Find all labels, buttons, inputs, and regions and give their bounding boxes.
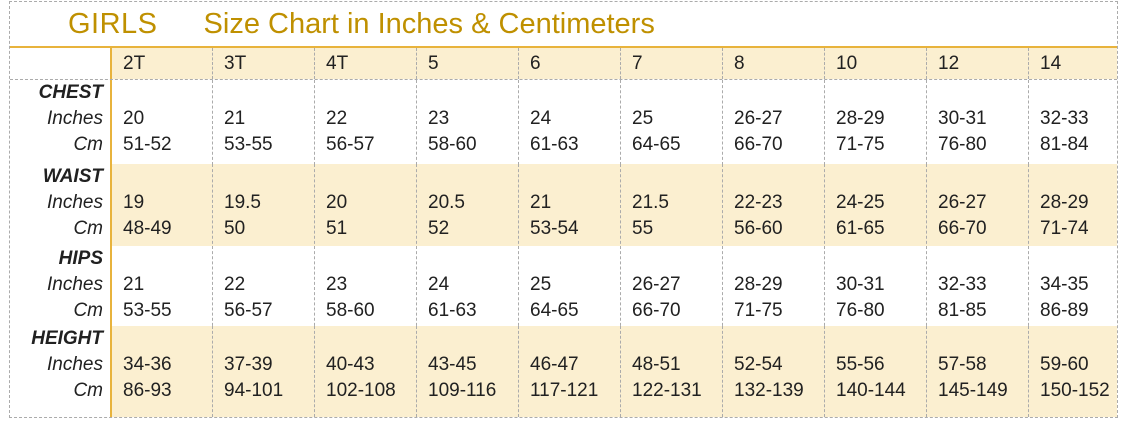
measurement-value-cell xyxy=(926,164,1028,249)
measurement-name: WAIST xyxy=(42,166,103,187)
measurement-value-cell xyxy=(416,246,518,331)
size-column-header: 5 xyxy=(416,48,518,79)
inches-value: 20 xyxy=(123,108,145,129)
measurement-value-cell xyxy=(1028,246,1117,331)
measurement-value-cell xyxy=(1028,80,1117,165)
inches-value: 34-35 xyxy=(1040,274,1089,295)
cm-unit-label: Cm xyxy=(73,218,103,239)
cm-value: 86-93 xyxy=(123,380,172,401)
inches-value: 24 xyxy=(428,274,450,295)
measurement-group-row xyxy=(10,246,1117,326)
cm-unit-label: Cm xyxy=(73,380,103,401)
cm-unit-label: Cm xyxy=(73,300,103,321)
inches-value: 30-31 xyxy=(938,108,987,129)
measurement-value-cell xyxy=(722,80,824,165)
cm-value: 81-84 xyxy=(1040,134,1089,155)
measurement-label-cell xyxy=(10,326,110,417)
cm-value: 117-121 xyxy=(530,380,599,401)
measurement-group-row xyxy=(10,164,1117,246)
measurement-value-cell xyxy=(212,326,314,417)
inches-value: 20 xyxy=(326,192,348,213)
measurement-value-cell xyxy=(110,80,212,165)
cm-value: 56-57 xyxy=(224,300,273,321)
inches-value: 26-27 xyxy=(734,108,783,129)
measurement-value-cell xyxy=(620,326,722,417)
measurement-label-cell xyxy=(10,246,110,331)
size-column-header: 2T xyxy=(110,48,212,79)
inches-value: 37-39 xyxy=(224,354,273,375)
measurement-value-cell xyxy=(824,326,926,417)
cm-value: 48-49 xyxy=(123,218,172,239)
inches-value: 28-29 xyxy=(1040,192,1089,213)
cm-value: 61-63 xyxy=(428,300,477,321)
cm-value: 66-70 xyxy=(734,134,783,155)
inches-value: 28-29 xyxy=(734,274,783,295)
cm-value: 58-60 xyxy=(326,300,375,321)
size-chart-table xyxy=(9,1,1118,418)
inches-value: 57-58 xyxy=(938,354,987,375)
size-column-header: 10 xyxy=(824,48,926,79)
measurement-value-cell xyxy=(416,164,518,249)
category-title: GIRLS xyxy=(68,7,158,40)
size-header-row xyxy=(10,48,1117,80)
cm-value: 94-101 xyxy=(224,380,284,401)
measurement-value-cell xyxy=(110,164,212,249)
cm-value: 102-108 xyxy=(326,380,396,401)
cm-value: 61-63 xyxy=(530,134,579,155)
page-title: Size Chart in Inches & Centimeters xyxy=(203,7,655,40)
measurement-value-cell xyxy=(518,326,620,417)
cm-value: 64-65 xyxy=(632,134,681,155)
inches-value: 55-56 xyxy=(836,354,885,375)
cm-value: 140-144 xyxy=(836,380,906,401)
inches-value: 21 xyxy=(224,108,246,129)
cm-value: 51-52 xyxy=(123,134,172,155)
measurement-value-cell xyxy=(1028,326,1117,417)
inches-value: 28-29 xyxy=(836,108,885,129)
inches-value: 21.5 xyxy=(632,192,669,213)
measurement-value-cell xyxy=(314,246,416,331)
measurement-value-cell xyxy=(314,326,416,417)
cm-value: 71-75 xyxy=(836,134,885,155)
inches-value: 21 xyxy=(530,192,552,213)
inches-value: 19 xyxy=(123,192,145,213)
measurement-value-cell xyxy=(722,326,824,417)
inches-value: 48-51 xyxy=(632,354,681,375)
measurement-groups xyxy=(10,80,1117,417)
measurement-value-cell xyxy=(518,246,620,331)
measurement-value-cell xyxy=(926,80,1028,165)
cm-value: 58-60 xyxy=(428,134,477,155)
inches-unit-label: Inches xyxy=(47,274,103,295)
cm-value: 61-65 xyxy=(836,218,885,239)
inches-value: 32-33 xyxy=(938,274,987,295)
cm-value: 53-55 xyxy=(123,300,172,321)
inches-unit-label: Inches xyxy=(47,354,103,375)
cm-value: 76-80 xyxy=(836,300,885,321)
cm-unit-label: Cm xyxy=(73,134,103,155)
inches-value: 21 xyxy=(123,274,145,295)
cm-value: 51 xyxy=(326,218,348,239)
cm-value: 53-55 xyxy=(224,134,273,155)
inches-unit-label: Inches xyxy=(47,108,103,129)
cm-value: 86-89 xyxy=(1040,300,1089,321)
measurement-label-cell xyxy=(10,80,110,165)
inches-value: 34-36 xyxy=(123,354,172,375)
inches-value: 25 xyxy=(632,108,654,129)
measurement-value-cell xyxy=(1028,164,1117,249)
inches-value: 32-33 xyxy=(1040,108,1089,129)
cm-value: 53-54 xyxy=(530,218,579,239)
inches-value: 25 xyxy=(530,274,552,295)
inches-value: 52-54 xyxy=(734,354,783,375)
inches-value: 23 xyxy=(326,274,348,295)
size-column-header: 12 xyxy=(926,48,1028,79)
cm-value: 56-60 xyxy=(734,218,783,239)
measurement-value-cell xyxy=(824,246,926,331)
measurement-value-cell xyxy=(518,164,620,249)
cm-value: 64-65 xyxy=(530,300,579,321)
measurement-value-cell xyxy=(926,246,1028,331)
inches-value: 26-27 xyxy=(938,192,987,213)
measurement-label-cell xyxy=(10,164,110,249)
inches-value: 59-60 xyxy=(1040,354,1089,375)
cm-value: 76-80 xyxy=(938,134,987,155)
cm-value: 145-149 xyxy=(938,380,1008,401)
measurement-value-cell xyxy=(110,246,212,331)
inches-value: 30-31 xyxy=(836,274,885,295)
measurement-name: CHEST xyxy=(38,82,103,103)
cm-value: 122-131 xyxy=(632,380,702,401)
inches-value: 22-23 xyxy=(734,192,783,213)
cm-value: 132-139 xyxy=(734,380,804,401)
inches-value: 22 xyxy=(326,108,348,129)
inches-value: 24-25 xyxy=(836,192,885,213)
cm-value: 52 xyxy=(428,218,450,239)
measurement-value-cell xyxy=(620,246,722,331)
cm-value: 109-116 xyxy=(428,380,497,401)
measurement-value-cell xyxy=(620,164,722,249)
cm-value: 50 xyxy=(224,218,246,239)
measurement-value-cell xyxy=(416,80,518,165)
inches-value: 20.5 xyxy=(428,192,465,213)
size-column-header: 6 xyxy=(518,48,620,79)
cm-value: 56-57 xyxy=(326,134,375,155)
measurement-value-cell xyxy=(926,326,1028,417)
measurement-group-row xyxy=(10,80,1117,164)
cm-value: 81-85 xyxy=(938,300,987,321)
inches-value: 24 xyxy=(530,108,552,129)
size-column-header: 4T xyxy=(314,48,416,79)
title-row xyxy=(10,2,1117,48)
size-column-header: 7 xyxy=(620,48,722,79)
inches-value: 23 xyxy=(428,108,450,129)
measurement-name: HIPS xyxy=(58,248,103,269)
measurement-value-cell xyxy=(518,80,620,165)
measurement-value-cell xyxy=(722,164,824,249)
measurement-value-cell xyxy=(212,164,314,249)
measurement-value-cell xyxy=(416,326,518,417)
inches-value: 19.5 xyxy=(224,192,261,213)
inches-value: 22 xyxy=(224,274,246,295)
cm-value: 150-152 xyxy=(1040,380,1110,401)
inches-value: 40-43 xyxy=(326,354,375,375)
measurement-value-cell xyxy=(824,80,926,165)
measurement-value-cell xyxy=(722,246,824,331)
size-column-header: 14 xyxy=(1028,48,1117,79)
inches-value: 43-45 xyxy=(428,354,477,375)
cm-value: 55 xyxy=(632,218,654,239)
cm-value: 66-70 xyxy=(938,218,987,239)
measurement-value-cell xyxy=(212,246,314,331)
inches-value: 46-47 xyxy=(530,354,579,375)
cm-value: 71-75 xyxy=(734,300,783,321)
measurement-value-cell xyxy=(620,80,722,165)
measurement-value-cell xyxy=(212,80,314,165)
cm-value: 66-70 xyxy=(632,300,681,321)
measurement-value-cell xyxy=(824,164,926,249)
header-corner-cell xyxy=(10,48,110,79)
inches-unit-label: Inches xyxy=(47,192,103,213)
size-column-header: 3T xyxy=(212,48,314,79)
measurement-group-row xyxy=(10,326,1117,417)
measurement-value-cell xyxy=(110,326,212,417)
size-column-header: 8 xyxy=(722,48,824,79)
measurement-value-cell xyxy=(314,80,416,165)
inches-value: 26-27 xyxy=(632,274,681,295)
measurement-name: HEIGHT xyxy=(31,328,103,349)
measurement-value-cell xyxy=(314,164,416,249)
cm-value: 71-74 xyxy=(1040,218,1089,239)
